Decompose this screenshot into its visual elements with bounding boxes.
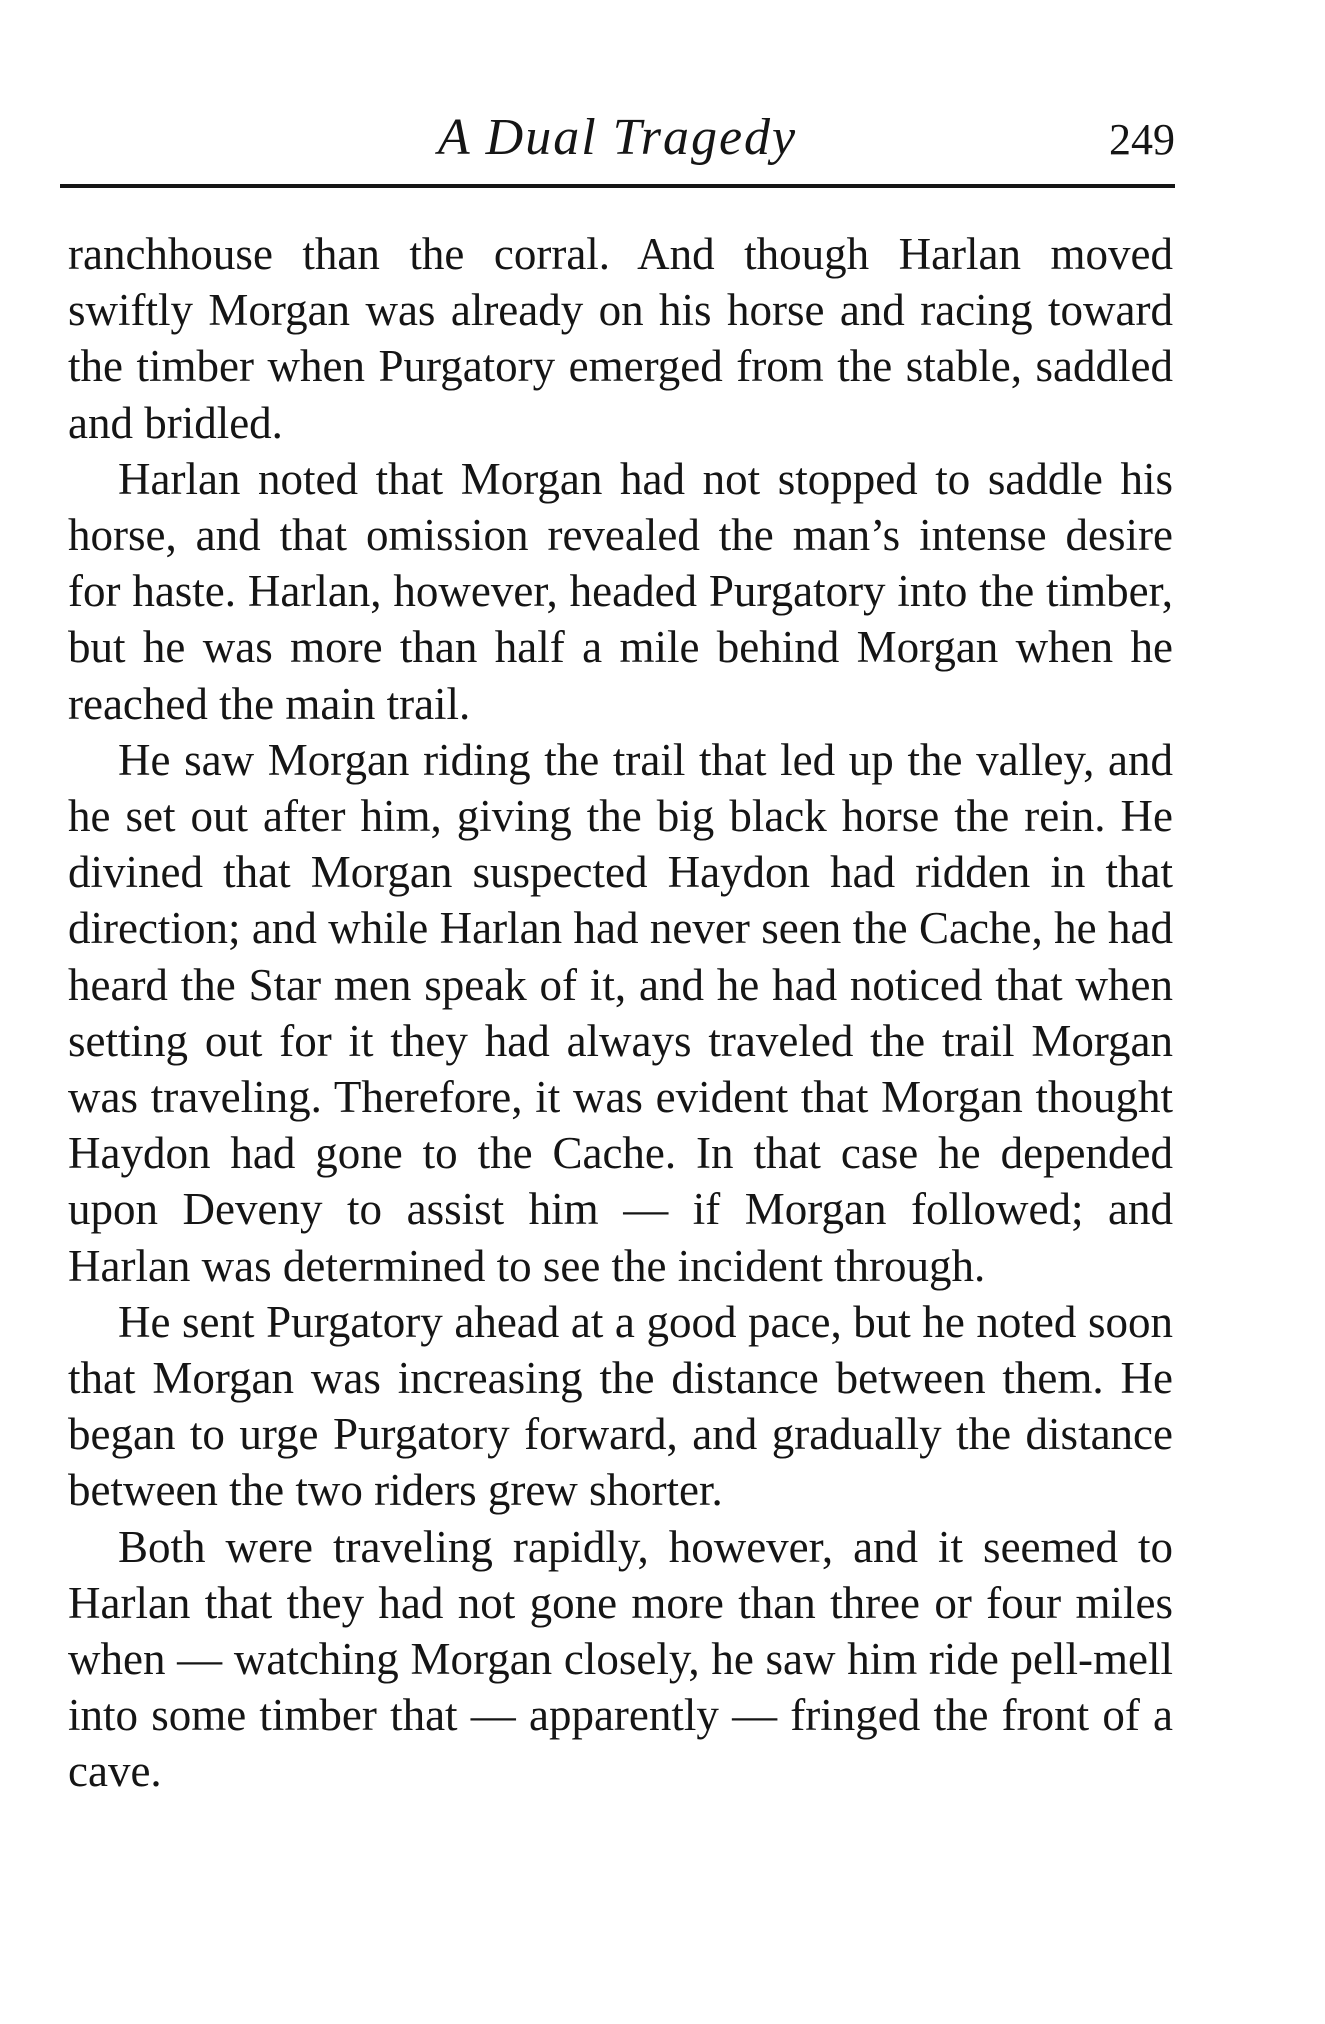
paragraph: He saw Morgan riding the trail that led up the valley, and he set out after him, giving the big black horse the rein. He divined that Morgan suspected Haydon had ridden in that direction; and while Harlan had never seen the Cache, he had heard the Star men speak of it, and he had noticed that when setting out for it they had always traveled the trail Morgan was traveling. Therefore, it was evident that Morgan thought Haydon had gone to the Cache. In that case he depended upon Deveny to assist him — if Morgan followed; and Harlan was determined to see the incident through. xyxy=(68,734,1173,1291)
running-header xyxy=(60,108,1175,178)
paragraph: Both were traveling rapidly, however, and it seemed to Harlan that they had not gone more than three or four miles when — watching Morgan closely, he saw him ride pell-mell into some timber that — apparently — fringed the front of a cave. xyxy=(68,1521,1173,1797)
paragraph: Harlan noted that Morgan had not stopped to saddle his horse, and that omission revealed the man’s intense desire for haste. Harlan, however, headed Purgatory into the timber, but he was more than half a mile behind Morgan when he reached the main trail. xyxy=(68,453,1173,729)
body-text xyxy=(68,226,1173,1800)
running-title: A Dual Tragedy xyxy=(437,109,798,166)
page-number: 249 xyxy=(1109,115,1175,164)
paragraph: ranchhouse than the corral. And though Harlan moved swiftly Morgan was already on his horse and racing toward the timber when Purgatory emerged from the stable, saddled and bridled. xyxy=(68,229,1173,448)
header-rule xyxy=(60,184,1175,188)
paragraph: He sent Purgatory ahead at a good pace, but he noted soon that Morgan was increasing the distance between them. He began to urge Purgatory forward, and gradually the distance between the two riders grew shorter. xyxy=(68,1296,1173,1516)
